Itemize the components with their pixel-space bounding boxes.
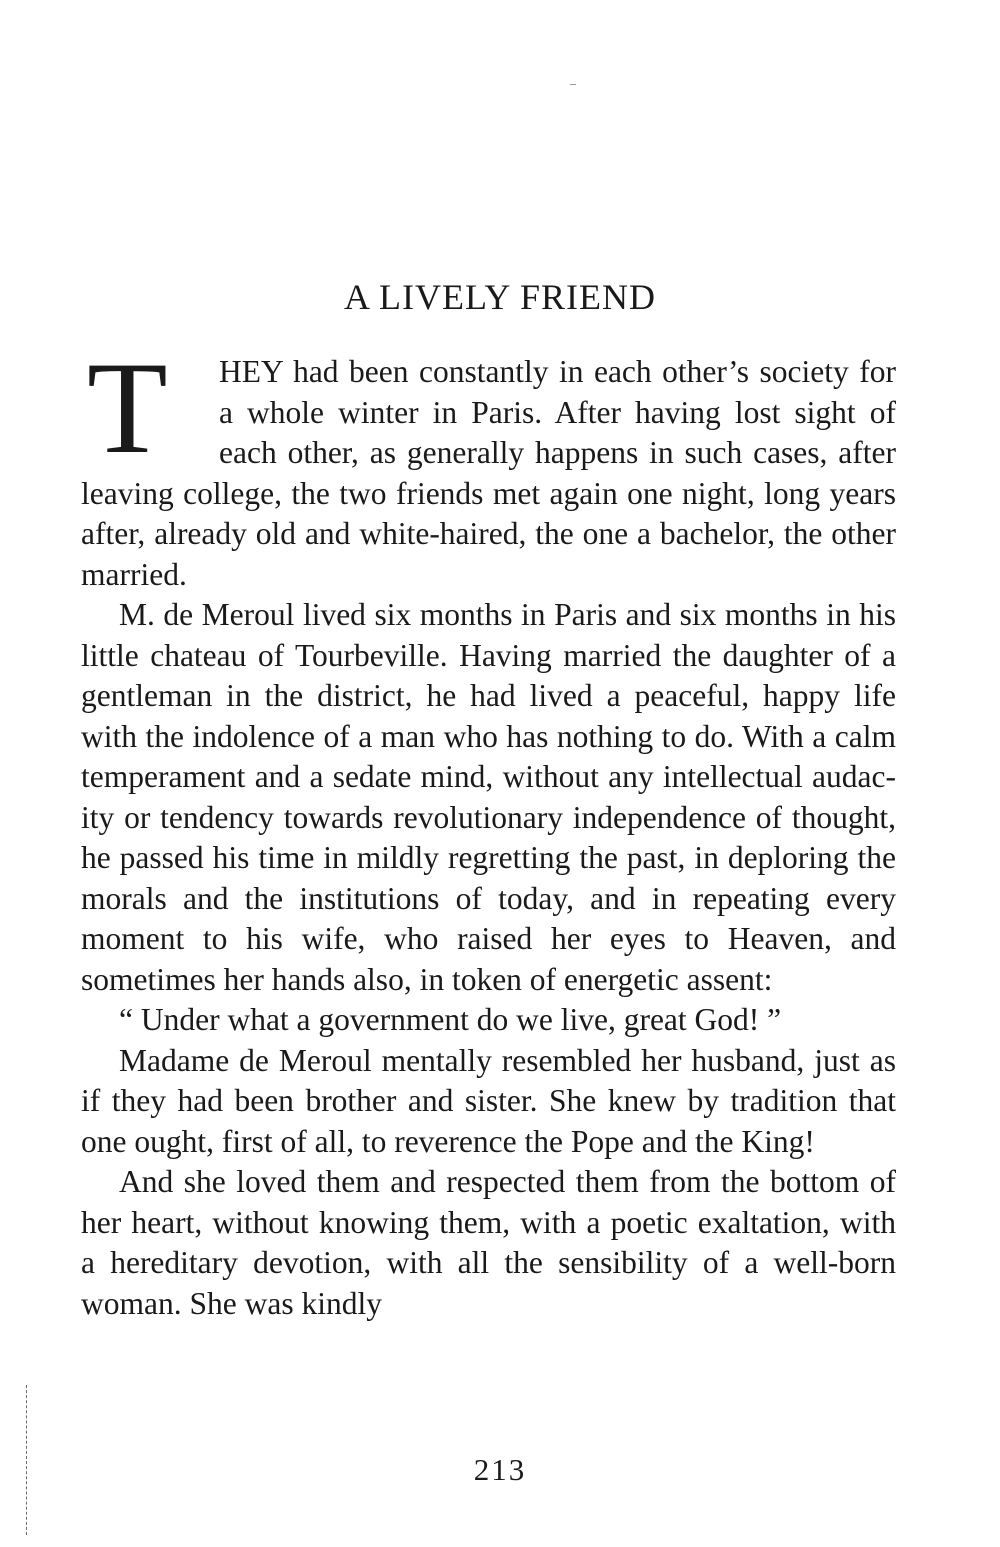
paragraph-2: M. de Meroul lived six months in Paris and six months in his little chateau of Tourbeville. Having married the daughter of a gentleman in the district, he had lived a peaceful, happy life with the indolence of a man who has nothing to do. With a calm temperament and a sedate mind, without any intellectual audacity or tendency towards revolutionary independence of thought, he passed his time in mildly regretting the past, in deploring the morals and the institutions of today, and in repeating every moment to his wife, who raised her eyes to Heaven, and sometimes her hands also, in token of energetic assent: xyxy=(81,597,896,997)
paragraph-3: “ Under what a government do we live, great God! ” xyxy=(119,1002,782,1037)
body-text xyxy=(81,334,896,1324)
paragraph-4: Madame de Meroul mentally resembled her husband, just as if they had been brother and sister. She knew by tradition that one ought, first of all, to reverence the Pope and the King! xyxy=(81,1042,896,1159)
chapter-title: A LIVELY FRIEND xyxy=(343,277,657,317)
scan-mark xyxy=(570,84,576,85)
page-number: 213 xyxy=(473,1452,527,1487)
paragraph-1 xyxy=(81,334,896,595)
paragraph-1-text: HEY had been constantly in each other’s society for a whole winter in Paris. After having lost sight of each other, as generally happens in such cases, after leaving college, the two friends met again one night, long years after, already old and white-haired, the one a bachelor, the other married. xyxy=(81,354,896,592)
margin-rule xyxy=(26,1385,27,1535)
drop-cap: T xyxy=(87,334,168,481)
paragraph-5: And she loved them and respected them from the bottom of her heart, without knowing them, with a poetic exaltation, with a hereditary devotion, with all the sensibility of a well-born woman. She was kindly xyxy=(81,1164,896,1321)
